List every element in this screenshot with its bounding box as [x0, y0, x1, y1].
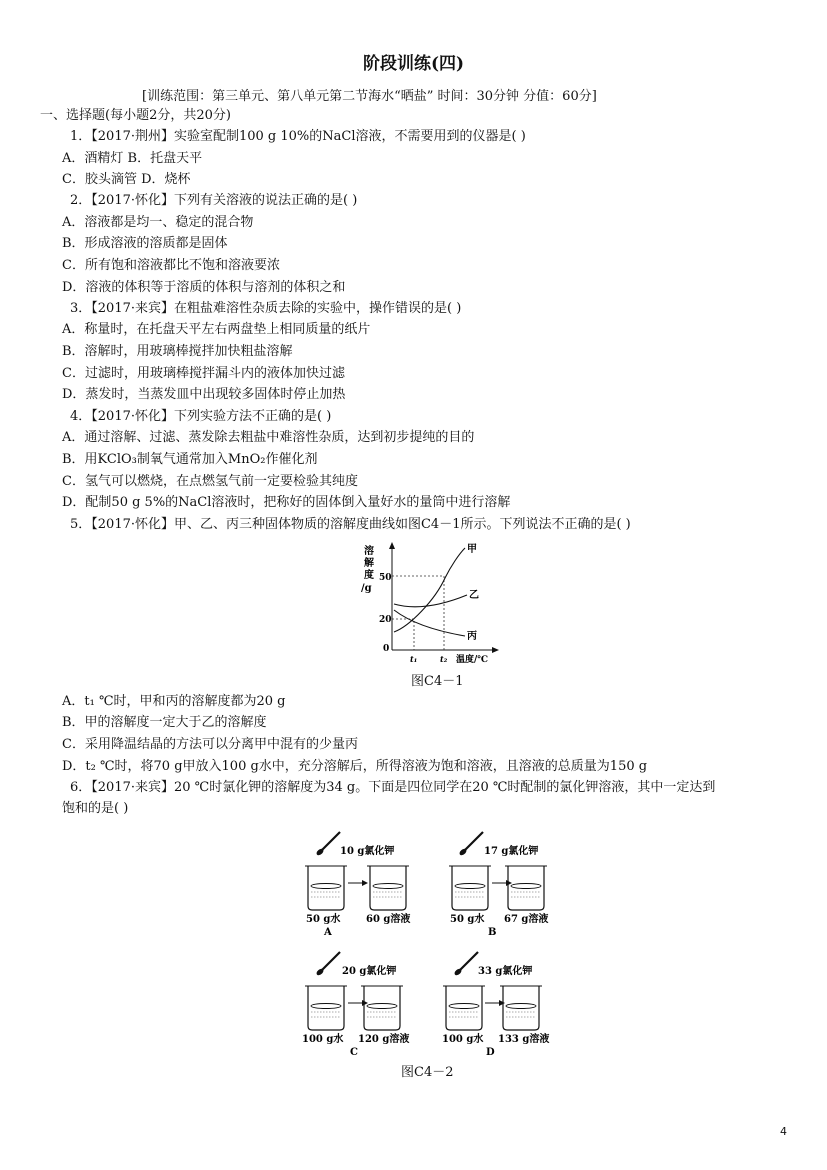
q4-option-d: D．配制50 g 5%的NaCl溶液时，把称好的固体倒入量好水的量筒中进行溶解	[62, 495, 511, 510]
panel-b-beaker-water	[449, 866, 491, 910]
series-label-jia: 甲	[467, 544, 477, 555]
y-axis-label-1: 溶	[364, 546, 374, 557]
panel-c-beaker-solution	[361, 986, 403, 1030]
x-axis-label: 温度/℃	[456, 655, 489, 665]
panel-d-add-label: 33 g氯化钾	[478, 966, 533, 977]
y-tick-20: 20	[379, 615, 392, 625]
panel-b-solution-label: 67 g溶液	[504, 914, 549, 925]
q4-stem: 4．【2017·怀化】下列实验方法不正确的是( )	[70, 409, 332, 424]
panel-c-letter: C	[350, 1047, 358, 1058]
solubility-curve-figure	[355, 540, 505, 665]
q3-option-a: A．称量时，在托盘天平左右两盘垫上相同质量的纸片	[62, 322, 371, 337]
q5-stem: 5．【2017·怀化】甲、乙、丙三种固体物质的溶解度曲线如图C4－1所示。下列说法不正确的是( )	[70, 517, 631, 532]
panel-a-letter: A	[324, 927, 332, 938]
beaker-figure	[300, 828, 560, 1058]
q2-option-a: A．溶液都是均一、稳定的混合物	[62, 215, 254, 230]
panel-b-water-label: 50 g水	[450, 914, 485, 925]
q5-option-b: B．甲的溶解度一定大于乙的溶解度	[62, 715, 267, 730]
q5-option-d: D．t₂ ℃时，将70 g甲放入100 g水中，充分溶解后，所得溶液为饱和溶液，且溶液的总质量为150 g	[62, 759, 648, 774]
q2-stem: 2．【2017·怀化】下列有关溶液的说法正确的是( )	[70, 193, 358, 208]
panel-d-beaker-water	[443, 986, 485, 1030]
panel-d-water-label: 100 g水	[442, 1034, 484, 1045]
q2-option-d: D．溶液的体积等于溶质的体积与溶剂的体积之和	[62, 280, 346, 295]
q5-option-c: C．采用降温结晶的方法可以分离甲中混有的少量丙	[62, 737, 358, 752]
panel-b-letter: B	[488, 927, 497, 938]
q6-stem-line1: 6．【2017·来宾】20 ℃时氯化钾的溶解度为34 g。下面是四位同学在20 ℃时配制的氯化钾溶液，其中一定达到	[70, 780, 716, 795]
training-scope: [训练范围：第三单元、第八单元第二节海水“晒盐” 时间：30分钟 分值：60分]	[142, 89, 597, 104]
series-label-bing: 丙	[467, 631, 477, 642]
q3-option-b: B．溶解时，用玻璃棒搅拌加快粗盐溶解	[62, 344, 293, 359]
q5-option-a: A．t₁ ℃时，甲和丙的溶解度都为20 g	[62, 694, 286, 709]
panel-c-arrow	[348, 1000, 368, 1006]
guide-lines	[392, 576, 444, 650]
panel-a-beaker-water	[305, 866, 347, 910]
x-axis-arrow	[492, 647, 499, 653]
figure-2-caption: 图C4－2	[401, 1065, 454, 1080]
panel-d-letter: D	[486, 1047, 495, 1058]
q4-option-b: B．用KClO₃制氧气通常加入MnO₂作催化剂	[62, 452, 318, 467]
series-label-yi: 乙	[469, 590, 479, 601]
y-axis-label-3: 度	[364, 570, 374, 581]
page-title: 阶段训练(四)	[362, 54, 465, 74]
section-heading: 一、选择题(每小题2分，共20分)	[40, 108, 231, 123]
panel-b-arrow	[492, 880, 512, 886]
panel-c-spoon	[315, 952, 340, 976]
q2-option-c: C．所有饱和溶液都比不饱和溶液要浓	[62, 258, 280, 273]
q3-stem: 3．【2017·来宾】在粗盐难溶性杂质去除的实验中，操作错误的是( )	[70, 301, 462, 316]
y-axis-arrow	[389, 542, 395, 549]
y-axis-label-2: 解	[364, 558, 374, 569]
curve-bing	[394, 610, 465, 636]
page-number: 4	[780, 1125, 787, 1138]
panel-d-beaker-solution	[500, 986, 542, 1030]
x-tick-t2: t₂	[440, 654, 448, 664]
figure-1-caption: 图C4－1	[411, 674, 464, 689]
q1-stem: 1．【2017·荆州】实验室配制100 g 10%的NaCl溶液，不需要用到的仪器是( )	[70, 129, 526, 144]
q1-options-cd: C．胶头滴管 D．烧杯	[62, 172, 191, 187]
curve-jia	[394, 548, 465, 632]
panel-c-water-label: 100 g水	[302, 1034, 344, 1045]
q4-option-c: C．氢气可以燃烧，在点燃氢气前一定要检验其纯度	[62, 474, 358, 489]
panel-d-spoon	[453, 952, 478, 976]
q1-options-ab: A．酒精灯 B．托盘天平	[62, 151, 203, 166]
q4-option-a: A．通过溶解、过滤、蒸发除去粗盐中难溶性杂质，达到初步提纯的目的	[62, 430, 475, 445]
panel-c-solution-label: 120 g溶液	[358, 1034, 410, 1045]
panel-a-solution-label: 60 g溶液	[366, 914, 411, 925]
panel-a-arrow	[348, 880, 368, 886]
panel-c-add-label: 20 g氯化钾	[342, 966, 397, 977]
panel-b-beaker-solution	[505, 866, 547, 910]
panel-d-solution-label: 133 g溶液	[498, 1034, 550, 1045]
panel-a-water-label: 50 g水	[306, 914, 341, 925]
panel-a-add-label: 10 g氯化钾	[340, 846, 395, 857]
x-tick-t1: t₁	[410, 654, 418, 664]
panel-a-beaker-solution	[367, 866, 409, 910]
panel-c-beaker-water	[305, 986, 347, 1030]
panel-a-spoon	[315, 832, 340, 856]
panel-b-add-label: 17 g氯化钾	[484, 846, 539, 857]
q2-option-b: B．形成溶液的溶质都是固体	[62, 236, 228, 251]
origin-label: 0	[383, 644, 390, 654]
panel-d-arrow	[485, 1000, 505, 1006]
q3-option-d: D．蒸发时，当蒸发皿中出现较多固体时停止加热	[62, 387, 346, 402]
panel-b-spoon	[458, 832, 483, 856]
q6-stem-line2: 饱和的是( )	[62, 801, 129, 816]
q3-option-c: C．过滤时，用玻璃棒搅拌漏斗内的液体加快过滤	[62, 366, 345, 381]
y-tick-50: 50	[379, 573, 392, 583]
y-axis-label-4: /g	[361, 583, 372, 594]
